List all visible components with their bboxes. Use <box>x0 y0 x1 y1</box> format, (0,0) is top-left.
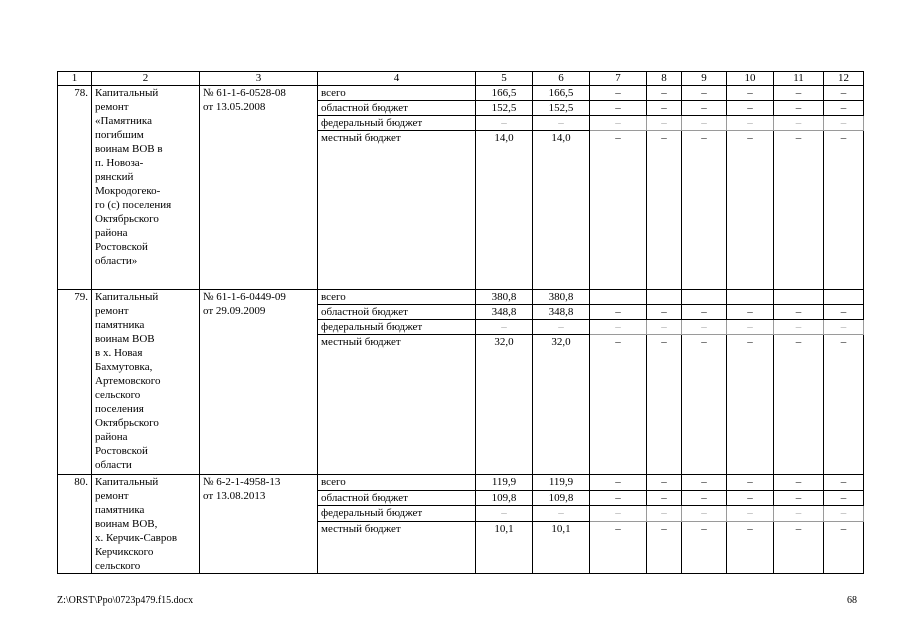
object-name-line: воинам ВОВ <box>95 333 155 345</box>
value-col-10: – <box>727 521 774 573</box>
value-col-8: – <box>647 506 682 522</box>
value-col-5: 152,5 <box>476 101 533 116</box>
value-col-6: 380,8 <box>533 290 590 305</box>
value-col-7: – <box>590 475 647 491</box>
value-col-5: 166,5 <box>476 86 533 101</box>
value-col-10: – <box>727 131 774 290</box>
document-reference-line: № 61-1-6-0449-09 <box>203 291 286 303</box>
funding-source: областной бюджет <box>318 305 476 320</box>
value-col-6: – <box>533 320 590 335</box>
col-header: 9 <box>682 72 727 86</box>
object-name-line: памятника <box>95 504 145 516</box>
value-col-8: – <box>647 131 682 290</box>
value-col-8: – <box>647 116 682 131</box>
value-col-11: – <box>774 490 824 506</box>
object-name-line: воинам ВОВ, <box>95 518 158 530</box>
value-col-8: – <box>647 490 682 506</box>
value-col-11: – <box>774 86 824 101</box>
value-col-7: – <box>590 320 647 335</box>
value-col-6: 10,1 <box>533 521 590 573</box>
value-col-12: – <box>824 101 864 116</box>
object-name-line: х. Керчик-Савров <box>95 532 178 544</box>
object-name-line: Бахмутовка, <box>95 361 153 373</box>
value-col-11: – <box>774 101 824 116</box>
value-col-5: 348,8 <box>476 305 533 320</box>
object-name-line: сельского <box>95 560 141 572</box>
value-col-12: – <box>824 305 864 320</box>
value-col-5: – <box>476 116 533 131</box>
col-header: 6 <box>533 72 590 86</box>
value-col-11: – <box>774 320 824 335</box>
object-name <box>92 290 200 475</box>
value-col-9: – <box>682 521 727 573</box>
funding-source: всего <box>318 86 476 101</box>
value-col-9: – <box>682 490 727 506</box>
col-header: 5 <box>476 72 533 86</box>
value-col-12: – <box>824 506 864 522</box>
value-col-9: – <box>682 320 727 335</box>
value-col-12: – <box>824 86 864 101</box>
value-col-7: – <box>590 101 647 116</box>
value-col-11: – <box>774 305 824 320</box>
object-name-line: памятника <box>95 319 145 331</box>
value-col-12: – <box>824 116 864 131</box>
value-col-6: 166,5 <box>533 86 590 101</box>
document-reference <box>200 86 318 290</box>
col-header: 8 <box>647 72 682 86</box>
value-col-10: – <box>727 101 774 116</box>
document-reference-line: № 61-1-6-0528-08 <box>203 87 286 99</box>
value-col-6: 119,9 <box>533 475 590 491</box>
footer-file-path: Z:\ORST\Ppo\0723p479.f15.docx <box>57 595 194 606</box>
value-col-9: – <box>682 506 727 522</box>
row-number: 79. <box>58 290 92 475</box>
funding-source: местный бюджет <box>318 521 476 573</box>
funding-source: федеральный бюджет <box>318 116 476 131</box>
value-col-10: – <box>727 305 774 320</box>
value-col-7 <box>590 290 647 305</box>
value-col-12: – <box>824 335 864 475</box>
value-col-11: – <box>774 335 824 475</box>
funding-source: местный бюджет <box>318 335 476 475</box>
value-col-8 <box>647 290 682 305</box>
value-col-5: 380,8 <box>476 290 533 305</box>
value-col-9: – <box>682 86 727 101</box>
value-col-5: 119,9 <box>476 475 533 491</box>
col-header: 1 <box>58 72 92 86</box>
object-name-line: ремонт <box>95 101 129 113</box>
col-header: 11 <box>774 72 824 86</box>
value-col-11: – <box>774 131 824 290</box>
value-col-10: – <box>727 320 774 335</box>
value-col-6: 32,0 <box>533 335 590 475</box>
value-col-7: – <box>590 490 647 506</box>
object-name-line: ремонт <box>95 490 129 502</box>
object-name-line: Октябрьского <box>95 213 159 225</box>
object-name-line: Капитальный <box>95 87 159 99</box>
row-number: 80. <box>58 475 92 574</box>
value-col-10: – <box>727 506 774 522</box>
value-col-7: – <box>590 335 647 475</box>
object-name-line: го (с) поселения <box>95 199 172 211</box>
object-name-line: п. Новоза- <box>95 157 144 169</box>
value-col-9: – <box>682 101 727 116</box>
table-row <box>58 86 864 101</box>
object-name-line: в х. Новая <box>95 347 143 359</box>
value-col-6: 14,0 <box>533 131 590 290</box>
page-number: 68 <box>847 595 857 606</box>
document-reference-line: от 13.05.2008 <box>203 101 266 113</box>
value-col-12 <box>824 290 864 305</box>
value-col-6: 348,8 <box>533 305 590 320</box>
document-reference-line: от 29.09.2009 <box>203 305 266 317</box>
row-number: 78. <box>58 86 92 290</box>
value-col-8: – <box>647 101 682 116</box>
col-header: 7 <box>590 72 647 86</box>
funding-source: областной бюджет <box>318 490 476 506</box>
value-col-9: – <box>682 335 727 475</box>
col-header: 4 <box>318 72 476 86</box>
value-col-10: – <box>727 86 774 101</box>
object-name-line: сельского <box>95 389 141 401</box>
value-col-12: – <box>824 521 864 573</box>
value-col-12: – <box>824 490 864 506</box>
object-name-line: погибшим <box>95 129 144 141</box>
funding-source: всего <box>318 290 476 305</box>
object-name-line: Артемовского <box>95 375 161 387</box>
value-col-11 <box>774 290 824 305</box>
col-header: 12 <box>824 72 864 86</box>
funding-source: федеральный бюджет <box>318 320 476 335</box>
value-col-9 <box>682 290 727 305</box>
object-name-line: Октябрьского <box>95 417 159 429</box>
value-col-7: – <box>590 86 647 101</box>
object-name-line: «Памятника <box>95 115 152 127</box>
value-col-9: – <box>682 116 727 131</box>
value-col-8: – <box>647 335 682 475</box>
value-col-5: – <box>476 320 533 335</box>
value-col-10 <box>727 290 774 305</box>
value-col-8: – <box>647 320 682 335</box>
value-col-10: – <box>727 116 774 131</box>
value-col-12: – <box>824 475 864 491</box>
value-col-9: – <box>682 305 727 320</box>
object-name-line: Мокродогеко- <box>95 185 161 197</box>
value-col-11: – <box>774 116 824 131</box>
document-reference-line: № 6-2-1-4958-13 <box>203 476 281 488</box>
table-row <box>58 475 864 491</box>
object-name <box>92 475 200 574</box>
object-name-line: Керчикского <box>95 546 154 558</box>
object-name-line: рянский <box>95 171 134 183</box>
object-name-line: области <box>95 459 132 471</box>
object-name-line: поселения <box>95 403 144 415</box>
value-col-6: 109,8 <box>533 490 590 506</box>
object-name-line: Капитальный <box>95 476 159 488</box>
object-name <box>92 86 200 290</box>
value-col-8: – <box>647 521 682 573</box>
value-col-6: – <box>533 506 590 522</box>
table-row <box>58 290 864 305</box>
budget-table <box>57 71 864 574</box>
value-col-11: – <box>774 521 824 573</box>
document-reference <box>200 475 318 574</box>
value-col-7: – <box>590 305 647 320</box>
object-name-line: Ростовской <box>95 445 148 457</box>
value-col-5: 14,0 <box>476 131 533 290</box>
value-col-7: – <box>590 131 647 290</box>
value-col-12: – <box>824 320 864 335</box>
value-col-8: – <box>647 86 682 101</box>
value-col-10: – <box>727 475 774 491</box>
value-col-12: – <box>824 131 864 290</box>
value-col-9: – <box>682 131 727 290</box>
header-row <box>58 72 864 86</box>
value-col-8: – <box>647 305 682 320</box>
value-col-11: – <box>774 506 824 522</box>
value-col-7: – <box>590 116 647 131</box>
value-col-10: – <box>727 335 774 475</box>
object-name-line: района <box>95 227 128 239</box>
value-col-10: – <box>727 490 774 506</box>
value-col-5: 32,0 <box>476 335 533 475</box>
value-col-5: – <box>476 506 533 522</box>
object-name-line: области» <box>95 255 138 267</box>
value-col-7: – <box>590 506 647 522</box>
value-col-5: 109,8 <box>476 490 533 506</box>
col-header: 10 <box>727 72 774 86</box>
value-col-5: 10,1 <box>476 521 533 573</box>
document-reference-line: от 13.08.2013 <box>203 490 266 502</box>
funding-source: местный бюджет <box>318 131 476 290</box>
value-col-8: – <box>647 475 682 491</box>
value-col-11: – <box>774 475 824 491</box>
funding-source: всего <box>318 475 476 491</box>
object-name-line: ремонт <box>95 305 129 317</box>
value-col-6: – <box>533 116 590 131</box>
value-col-7: – <box>590 521 647 573</box>
object-name-line: Ростовской <box>95 241 148 253</box>
funding-source: федеральный бюджет <box>318 506 476 522</box>
document-reference <box>200 290 318 475</box>
col-header: 3 <box>200 72 318 86</box>
object-name-line: района <box>95 431 128 443</box>
funding-source: областной бюджет <box>318 101 476 116</box>
value-col-9: – <box>682 475 727 491</box>
value-col-6: 152,5 <box>533 101 590 116</box>
object-name-line: воинам ВОВ в <box>95 143 163 155</box>
col-header: 2 <box>92 72 200 86</box>
table-body <box>58 72 864 574</box>
object-name-line: Капитальный <box>95 291 159 303</box>
